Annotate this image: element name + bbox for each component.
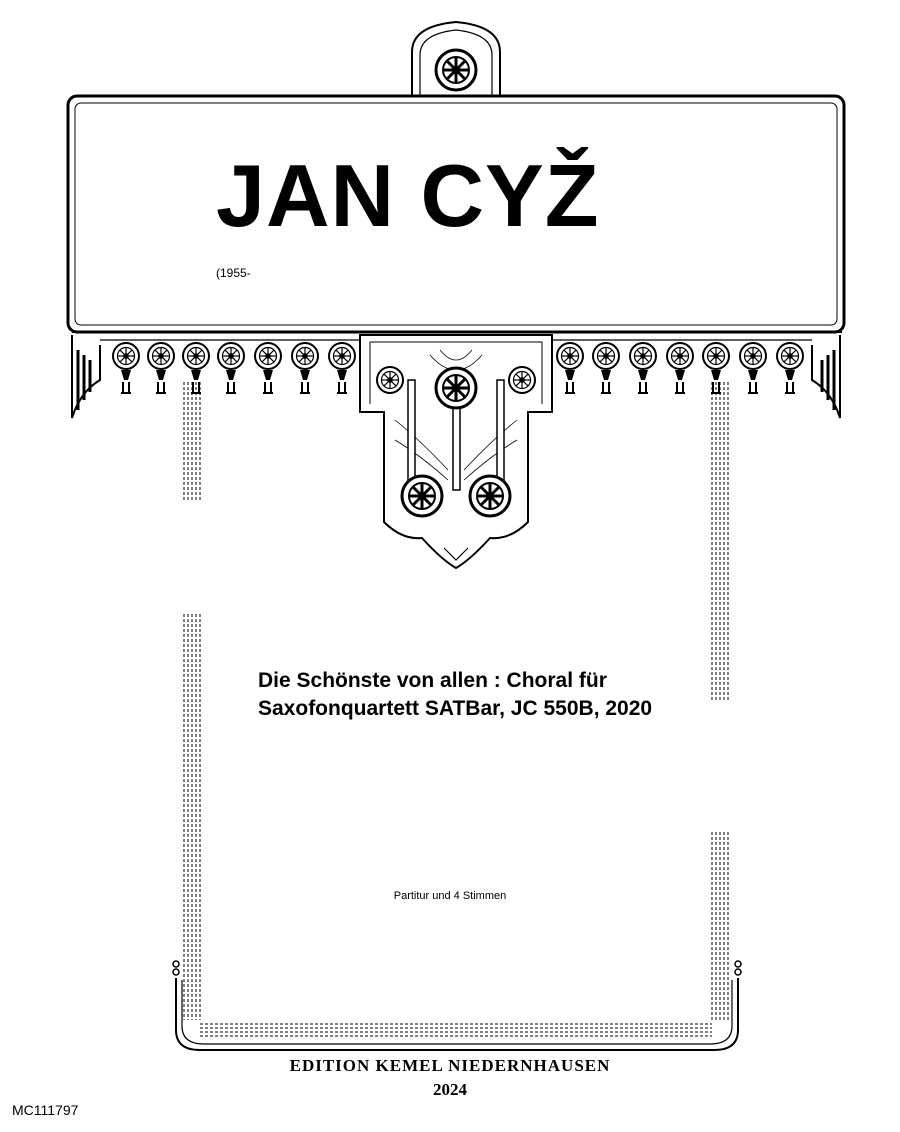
publisher-name: EDITION KEMEL NIEDERNHAUSEN [289, 1056, 611, 1075]
edition-parts: Partitur und 4 Stimmen [393, 890, 507, 902]
catalog-number: MC111797 [12, 1102, 79, 1118]
composer-name: JAN CYŽ [216, 146, 600, 245]
composer-years: (1955- [216, 266, 251, 280]
rosette-icon [436, 50, 476, 90]
crest-ornament-icon [360, 335, 552, 568]
publication-year: 2024 [433, 1080, 467, 1099]
work-title: Die Schönste von allen : Choral für Saxofonquartett SATBar, JC 550B, 2020 [258, 669, 653, 720]
